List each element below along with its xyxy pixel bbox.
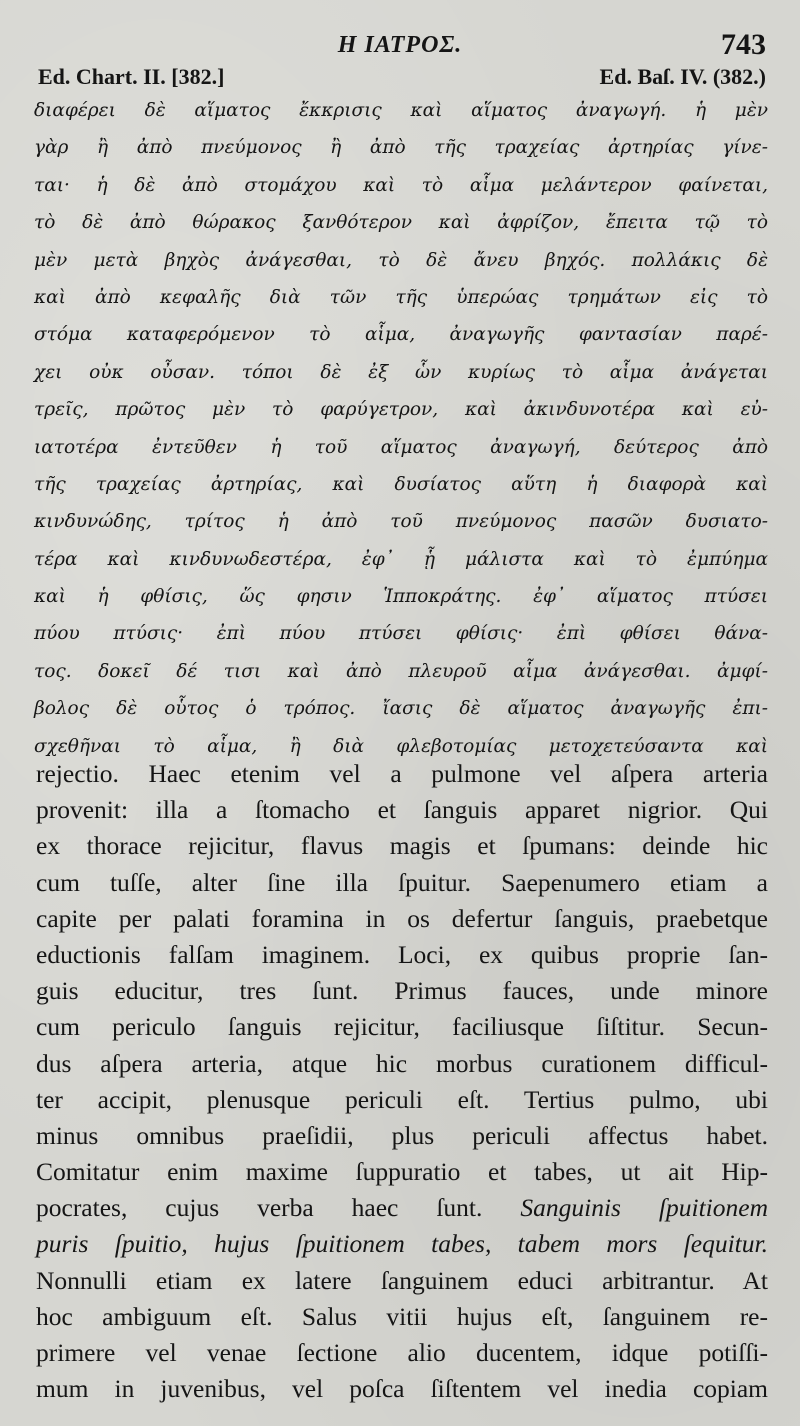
greek-text-line: διαφέρει δὲ αἵματος ἔκκρισις καὶ αἵματος ἀναγωγή. ἡ μὲν: [34, 100, 768, 121]
latin-text-segment: mum in juvenibus, vel poſca ſiſtentem vel inedia copiam: [36, 1374, 768, 1404]
greek-text-line: ιατοτέρα ἐντεῦθεν ἡ τοῦ αἵματος ἀναγωγή, δεύτερος ἀπὸ: [34, 436, 768, 458]
latin-text-segment: minus omnibus praeſidii, plus periculi affectus habet.: [36, 1120, 768, 1150]
latin-text-line: [36, 1046, 768, 1082]
greek-text-line: στόμα καταφερόμενον τὸ αἷμα, ἀναγωγῆς φαντασίαν παρέ-: [34, 324, 768, 346]
greek-text-line: γὰρ ἢ ἀπὸ πνεύμονος ἢ ἀπὸ τῆς τραχείας ἀρτηρίας γίνε-: [34, 137, 768, 159]
greek-text-line: σχεθῆναι τὸ αἷμα, ἢ διὰ φλεβοτομίας μετοχετεύσαντα καὶ: [34, 735, 768, 757]
latin-text-segment: hoc ambiguum eſt. Salus vitii hujus eſt, ſanguinem re-: [36, 1301, 768, 1331]
latin-text-line: [36, 828, 768, 864]
latin-text-segment: pocrates, cujus verba haec ſunt.: [36, 1193, 521, 1223]
latin-text-line: [36, 1154, 768, 1190]
latin-text-segment: dus aſpera arteria, atque hic morbus curationem difficul-: [36, 1048, 768, 1078]
latin-text-segment: rejectio. Haec etenim vel a pulmone vel aſpera arteria: [36, 759, 768, 788]
greek-text-line: τέρα καὶ κινδυνωδεστέρα, ἐφ᾿ ᾗ μάλιστα καὶ τὸ ἐμπύημα: [34, 548, 768, 570]
latin-text-line: [36, 1190, 768, 1226]
latin-text-segment: Nonnulli etiam ex latere ſanguinem educi arbitrantur. At: [36, 1265, 768, 1295]
greek-text-line: κινδυνώδης, τρίτος ἡ ἀπὸ τοῦ πνεύμονος πασῶν δυσιατο-: [34, 511, 768, 533]
latin-text-segment: capite per palati foramina in os defertur ſanguis, praebetque: [36, 903, 768, 933]
latin-text-segment: Comitatur enim maxime ſuppuratio et tabes, ut ait Hip-: [36, 1157, 768, 1187]
latin-text-segment: ex thorace rejicitur, flavus magis et ſpumans: deinde hic: [36, 831, 768, 861]
greek-text-line: καὶ ἀπὸ κεφαλῆς διὰ τῶν τῆς ὑπερώας τρημάτων εἰς τὸ: [34, 286, 768, 308]
latin-text-line: [36, 1009, 768, 1045]
latin-text-block: [36, 756, 768, 1407]
latin-text-line: [36, 1118, 768, 1154]
latin-text-segment: primere vel venae ſectione alio ducentem, idque potiſſi-: [36, 1338, 768, 1367]
latin-text-segment: guis educitur, tres ſunt. Primus fauces, unde minore: [36, 976, 768, 1006]
page-number: 743: [721, 28, 766, 61]
latin-text-line: [36, 1082, 768, 1118]
greek-text-line: τὸ δὲ ἀπὸ θώρακος ξανθότερον καὶ ἀφρίζον, ἔπειτα τῷ τὸ: [34, 212, 768, 234]
latin-text-line: [36, 1226, 768, 1262]
latin-text-line: [36, 1263, 768, 1299]
greek-text-line: πύου πτύσις· ἐπὶ πύου πτύσει φθίσις· ἐπὶ φθίσει θάνα-: [34, 623, 768, 645]
latin-text-line: [36, 901, 768, 937]
edition-chartier-reference: Ed. Chart. II. [382.]: [38, 64, 225, 89]
greek-text-line: καὶ ἡ φθίσις, ὥς φησιν Ἱπποκράτης. ἐφ᾿ αἵματος πτύσει: [34, 586, 768, 608]
latin-text-segment: provenit: illa a ſtomacho et ſanguis apparet nigrior. Qui: [36, 795, 768, 825]
greek-text-line: τῆς τραχείας ἀρτηρίας, καὶ δυσίατος αὕτη ἡ διαφορὰ καὶ: [34, 473, 768, 495]
latin-text-line: [36, 1335, 768, 1371]
latin-text-line: [36, 973, 768, 1009]
greek-text-line: χει οὐκ οὖσαν. τόποι δὲ ἐξ ὧν κυρίως τὸ αἷμα ἀνάγεται: [34, 361, 768, 383]
running-title: Η ΙΑΤΡΟΣ.: [337, 32, 463, 58]
latin-text-line: [36, 792, 768, 828]
greek-text-line: τρεῖς, πρῶτος μὲν τὸ φαρύγετρον, καὶ ἀκινδυνοτέρα καὶ εὐ-: [34, 399, 768, 421]
greek-text-block: [34, 92, 768, 765]
latin-text-line: [36, 756, 768, 792]
edition-reference-line: [38, 64, 766, 92]
latin-text-segment: cum tuſſe, alter ſine illa ſpuitur. Saepenumero etiam a: [36, 867, 768, 897]
page-header: [30, 26, 770, 64]
greek-text-line: ται· ἡ δὲ ἀπὸ στομάχου καὶ τὸ αἷμα μελάντερον φαίνεται,: [34, 174, 768, 196]
latin-text-line: [36, 1371, 768, 1407]
latin-text-segment: ter accipit, plenusque periculi eſt. Tertius pulmo, ubi: [36, 1084, 768, 1114]
latin-text-segment: eductionis falſam imaginem. Loci, ex quibus proprie ſan-: [36, 939, 768, 969]
latin-text-line: [36, 1299, 768, 1335]
latin-italic-segment: Sanguinis ſpuitionem: [520, 1193, 768, 1223]
greek-text-line: μὲν μετὰ βηχὸς ἀνάγεσθαι, τὸ δὲ ἄνευ βηχός. πολλάκις δὲ: [34, 249, 768, 271]
latin-text-line: [36, 865, 768, 901]
edition-basel-reference: Ed. Baſ. IV. (382.): [599, 64, 766, 89]
greek-text-line: βολος δὲ οὗτος ὁ τρόπος. ἴασις δὲ αἵματος ἀναγωγῆς ἐπι-: [34, 698, 768, 720]
latin-text-line: [36, 937, 768, 973]
latin-italic-segment: puris ſpuitio, hujus ſpuitionem tabes, tabem mors ſequitur.: [36, 1229, 768, 1259]
latin-text-segment: cum periculo ſanguis rejicitur, faciliusque ſiſtitur. Secun-: [36, 1012, 768, 1042]
greek-text-line: τος. δοκεῖ δέ τισι καὶ ἀπὸ πλευροῦ αἷμα ἀνάγεσθαι. ἀμφί-: [34, 660, 768, 682]
